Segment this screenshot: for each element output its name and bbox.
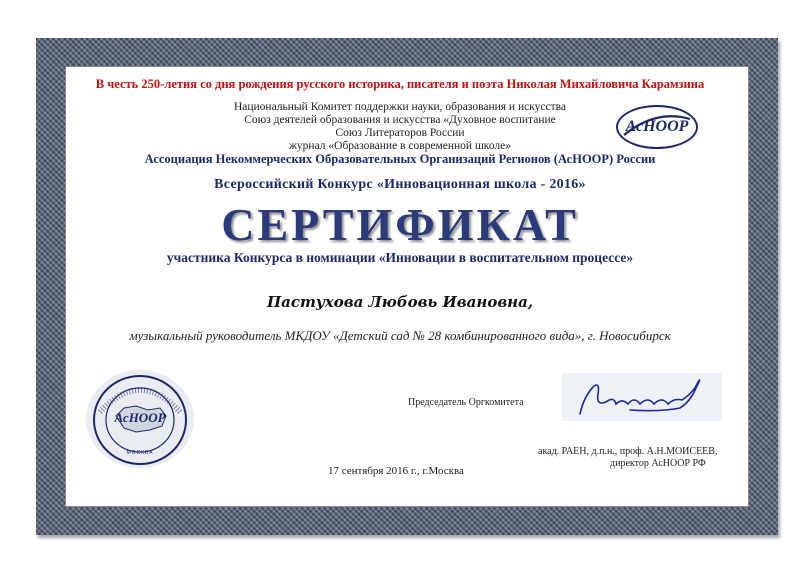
org-line-1: Национальный Комитет поддержки науки, образования и искусства [233, 101, 567, 113]
org-line-2: Союз деятелей образования и искусства «Духовное воспитание [244, 114, 556, 126]
contest-title: Всероссийский Конкурс «Инновационная школа - 2016» [214, 177, 586, 192]
handwritten-signature-icon [570, 374, 720, 420]
asnoor-logo [616, 105, 698, 149]
date-place: 17 сентября 2016 г., г.Москва [328, 465, 464, 477]
seal-center-text: АсНООР [114, 410, 166, 425]
association-line: Ассоциация Некоммерческих Образовательных Организаций Регионов (АсНООР) России [144, 152, 656, 166]
anniversary-line: В честь 250-летия со дня рождения русского историка, писателя и поэта Николая Михайловича Карамзина [95, 77, 705, 91]
chairman-label: Председатель Оргкомитета [408, 397, 524, 408]
org-line-4: журнал «Образование в современной школе» [288, 140, 512, 152]
recipient-name: Пастухова Любовь Ивановна, [266, 293, 534, 311]
signatory-position: директор АсНООР РФ [610, 458, 706, 469]
signatory-title: акад. РАЕН, д.п.н., проф. А.Н.МОИСЕЕВ, [538, 446, 718, 457]
logo-text: АсНООР [625, 118, 689, 135]
recipient-position: музыкальный руководитель МКДОУ «Детский сад № 28 комбинированного вида», г. Новосибирск [129, 328, 671, 343]
seal-bottom-text: МОСКВА [126, 450, 154, 456]
organization-seal [90, 372, 190, 468]
certificate-heading: СЕРТИФИКАТ [221, 199, 579, 250]
org-line-3: Союз Литераторов России [335, 127, 465, 139]
nomination-line: участника Конкурса в номинации «Инновации в воспитательном процессе» [166, 250, 634, 265]
